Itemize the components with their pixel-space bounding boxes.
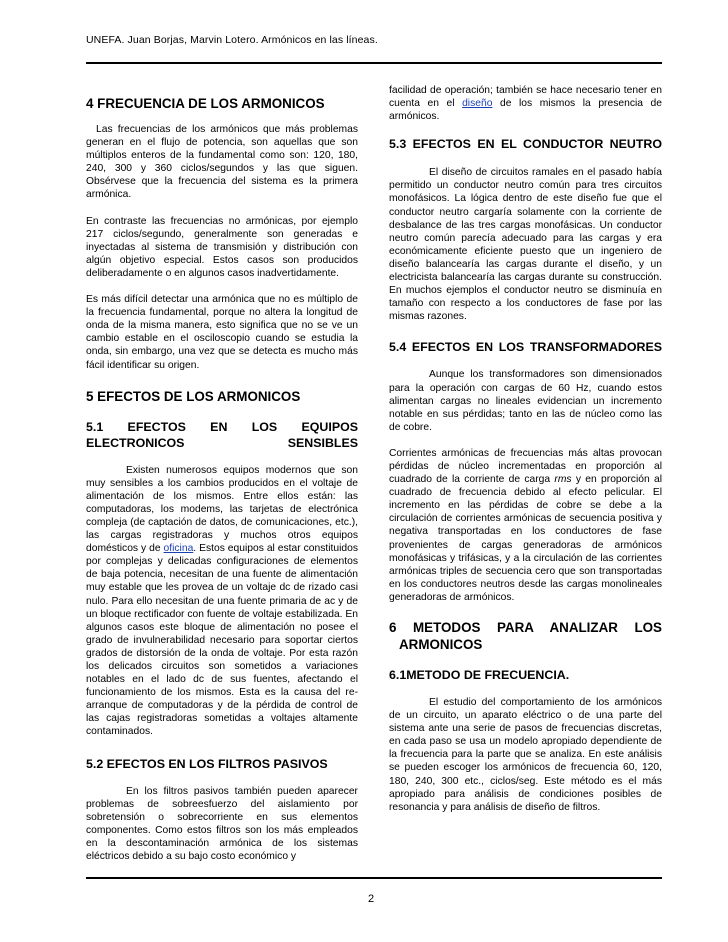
section-5-3-paragraph: El diseño de circuitos ramales en el pasado había permitido un conductor neutro común para tres circuitos monofásicos. La lógica dentro de este diseño fue que el conductor neutro cargaría solamente con la corriente de desbalance de las tres cargas monofásicas. Un conductor neutro común parecía adecuado para las cargas y era económicamente eficiente puesto que un ingeniero de diseño balancearía las cargas durante el diseño, y un electricista balancearía las cargas durante su construcción. En muchos ejemplos el conductor neutro se disminuía en tamaño con respecto a los conductores de fase por las mismas razones.: [389, 167, 662, 323]
section-4-paragraph-3: Es más difícil detectar una armónica que no es múltiplo de la frecuencia fundamental, porque no altera la longitud de onda de la misma manera, esto significa que no se ve un cambio estable en el osciloscopio cuando se estudia la onda, sin embargo, una vez que se detecta es mucho más fácil identificar su origen.: [86, 294, 358, 371]
header-rule: [86, 62, 662, 64]
section-5-1-heading: 5.1 EFECTOS EN LOS EQUIPOS ELECTRONICOS SENSIBLES: [86, 419, 358, 450]
section-5-heading: 5 EFECTOS DE LOS ARMONICOS: [86, 388, 301, 404]
section-5-4-paragraph-1: Aunque los transformadores son dimensionados para la operación con cargas de 60 Hz, cuando estos alimentan cargas no lineales evidencian un incremento notable en sus pérdidas; tanto en las de núcleo como las de cobre.: [389, 369, 662, 433]
section-6-1-paragraph: El estudio del comportamiento de los armónicos de un circuito, un aparato eléctrico o de una parte del sistema ante una serie de pasos de frecuencias discretas, en cada paso se usa un modelo apropiado dependiente de la frecuencia para la parte que se analiza. En este análisis se pueden escoger los armónicos de frecuencia 60, 120, 180, 240, 300 etc., ciclos/seg. Este método es el más apropiado para análisis de condiciones posibles de resonancia y para análisis de diseño de filtros.: [389, 697, 662, 813]
section-4-paragraph-1: Las frecuencias de los armónicos que más problemas generan en el flujo de potencia, son aquellas que son múltiplos enteros de la fundamental como son: 120, 180, 240, 300 y 360 ciclos/segundos y las que siguen. Obsérvese que la frecuencia del sistema es la primera armónica.: [86, 124, 358, 201]
section-6-heading-line-2: ARMONICOS: [399, 637, 483, 652]
right-column: [389, 84, 662, 814]
page-number: 2: [368, 893, 375, 905]
section-5-2-paragraph: En los filtros pasivos también pueden aparecer problemas de sobreesfuerzo del aislamiento por sobretensión o sobrecorriente en sus elementos componentes. Como estos filtros son los más empleados en la descontaminación armónica de los sistemas eléctricos debido a su bajo costo económico y: [86, 785, 358, 863]
running-header: UNEFA. Juan Borjas, Marvin Lotero. Armónicos en las líneas.: [86, 34, 378, 46]
section-4-paragraph-2: En contraste las frecuencias no armónicas, por ejemplo 217 ciclos/segundo, generalmente son generadas e inyectadas al sistema de transmisión y distribución con algún objetivo especial. Estos casos son producidos deliberadamente o en algunos casos inadvertidamente.: [86, 215, 358, 279]
continued-paragraph: facilidad de operación; también se hace necesario tener en cuenta en el diseño de los mismos la presencia de armónicos.: [389, 85, 662, 123]
section-6-heading-line-1: 6 METODOS PARA ANALIZAR LOS: [389, 620, 662, 635]
section-5-4-heading: 5.4 EFECTOS EN LOS TRANSFORMADORES: [389, 340, 662, 355]
section-5-3-heading: 5.3 EFECTOS EN EL CONDUCTOR NEUTRO: [389, 137, 662, 152]
diseno-link[interactable]: diseño: [462, 98, 493, 110]
section-5-4-paragraph-2: Corrientes armónicas de frecuencias más altas provocan pérdidas de núcleo incrementadas en proporción al cuadrado de la corriente de carga rms y en proporción al cuadrado de frecuencia debido al efecto pelicular. El incremento en las pérdidas de cobre se debe a la circulación de corrientes armónicas de secuencia positiva y negativa transportadas en los conductores de fase provenientes de cargas generadoras de armónicos monofásicas y trifásicas, y a la circulación de las corrientes armónicas triples de secuencia cero que son transportadas en los conductores neutros desde las cargas monolineales generadoras de armónicos.: [389, 447, 663, 603]
section-6-1-heading: 6.1METODO DE FRECUENCIA.: [389, 668, 570, 682]
left-column: [86, 84, 358, 863]
section-5-2-heading: 5.2 EFECTOS EN LOS FILTROS PASIVOS: [86, 756, 328, 771]
footer-rule: [86, 877, 662, 879]
section-4-heading: 4 FRECUENCIA DE LOS ARMONICOS: [86, 96, 325, 111]
section-5-1-paragraph: Existen numerosos equipos modernos que son muy sensibles a los cambios producidos en el voltaje de alimentación de los mismos. Entre ellos están: las computadoras, los modems, las tarjetas de electrónica compleja (de captación de datos, de comunicaciones, etc.), las cargas registradoras y muchos otros equipos domésticos y de oficina. Estos equipos al estar constituidos por complejas y delicadas configuraciones de elementos de baja potencia, necesitan de una fuente de alimentación muy estable que les provea de un voltaje dc de rizado casi nulo. Para ello necesitan de una fuente primaria de ac y de un bloque rectificador con fuente de voltaje estabilizada. En algunos casos este bloque de alimentación no posee el grado de invulnerabilidad necesario para soportar ciertos grados de distorsión de la onda de voltaje. Por esta razón los delicados circuitos son sometidos a variaciones notables en el lado dc de sus fuentes, afectando el funcionamiento de los mismos. Esta es la causa del re-arranque de computadoras y de la pérdida de control de las cajas registradoras sometidas a voltajes altamente contaminados.: [86, 464, 358, 738]
oficina-link[interactable]: oficina: [163, 543, 194, 555]
